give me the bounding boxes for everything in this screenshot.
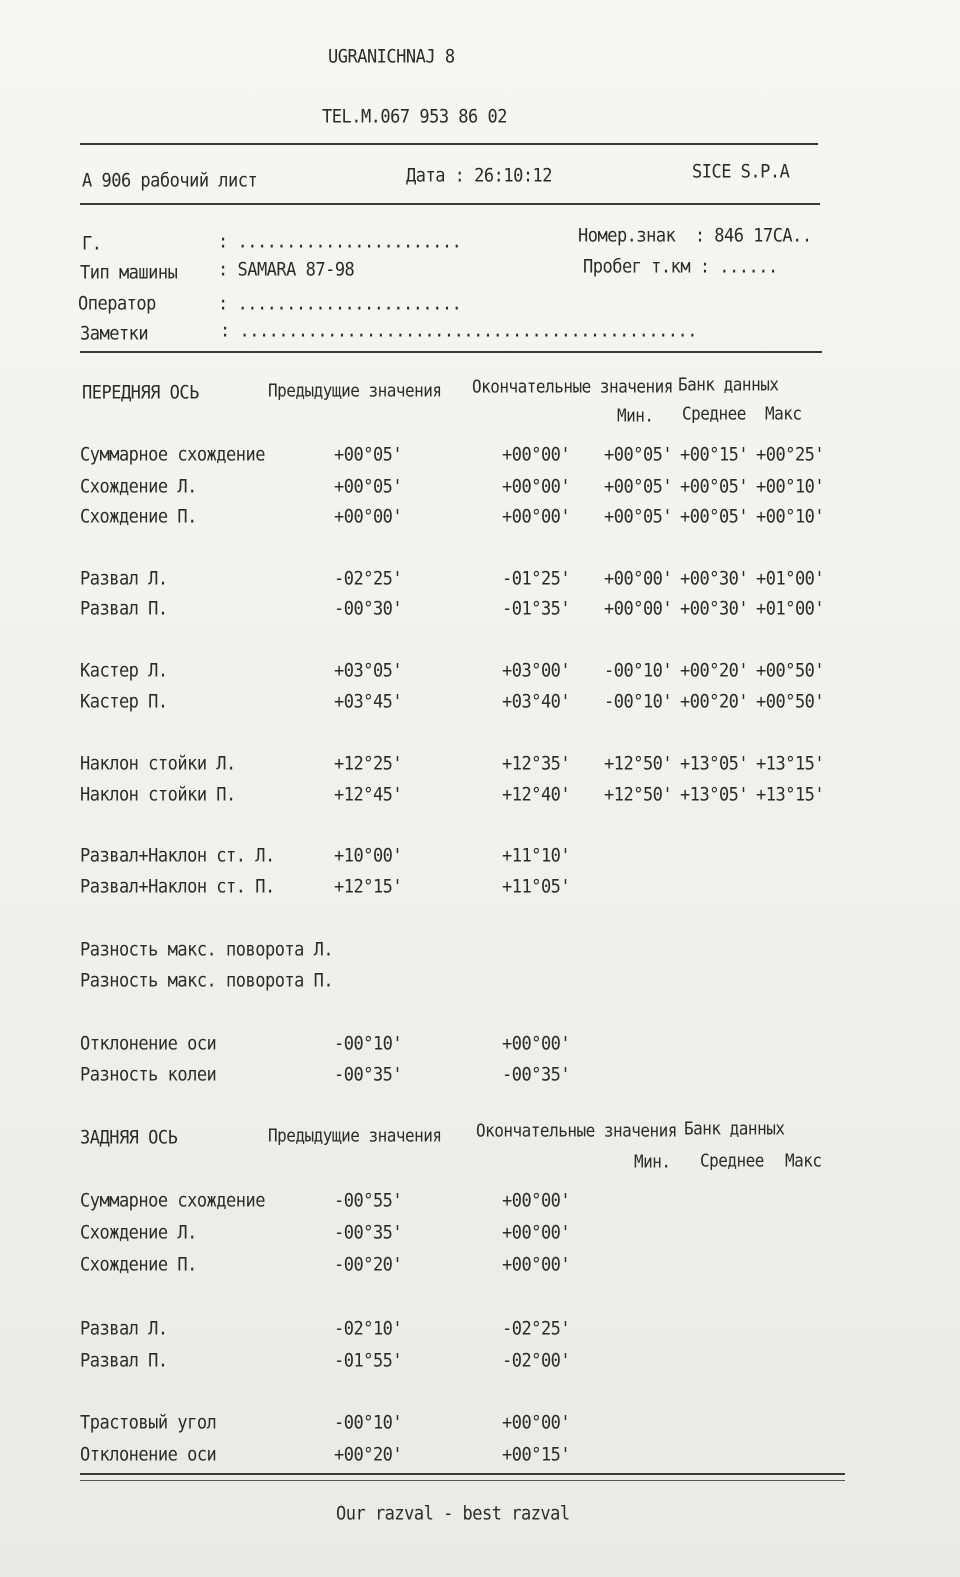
final-value: -00°35' bbox=[502, 1064, 571, 1086]
final-value: +00°00' bbox=[502, 476, 571, 498]
front-col-max: Макс bbox=[765, 403, 802, 424]
car-type-label: Тип машины bbox=[80, 262, 178, 284]
row-label: Развал П. bbox=[80, 598, 168, 620]
min-value: +00°05' bbox=[604, 476, 673, 498]
final-value: +03°00' bbox=[502, 660, 571, 682]
row-label: Наклон стойки Л. bbox=[80, 753, 236, 775]
row-label: Кастер Л. bbox=[80, 660, 168, 682]
average-value: +13°05' bbox=[680, 753, 749, 775]
average-value: +00°30' bbox=[680, 598, 749, 620]
rear-col-prev: Предыдущие значения bbox=[268, 1125, 442, 1146]
g-value: : ....................... bbox=[218, 231, 462, 253]
divider bbox=[80, 1473, 845, 1475]
min-value: +00°00' bbox=[604, 568, 673, 590]
front-col-final: Окончательные значения bbox=[472, 376, 673, 397]
divider bbox=[80, 1480, 845, 1481]
g-label: Г. bbox=[82, 233, 102, 255]
row-label: Схождение П. bbox=[80, 1254, 197, 1276]
min-value: +00°00' bbox=[604, 598, 673, 620]
max-value: +01°00' bbox=[756, 598, 825, 620]
max-value: +13°15' bbox=[756, 753, 825, 775]
row-label: Схождение П. bbox=[80, 506, 197, 528]
row-label: Развал+Наклон ст. Л. bbox=[80, 845, 275, 867]
date-text: Дата : 26:10:12 bbox=[406, 165, 553, 187]
row-label: Схождение Л. bbox=[80, 476, 197, 498]
average-value: +00°30' bbox=[680, 568, 749, 590]
final-value: +00°00' bbox=[502, 506, 571, 528]
min-value: +00°05' bbox=[604, 506, 673, 528]
row-label: Отклонение оси bbox=[80, 1033, 217, 1055]
phone-line: TEL.M.067 953 86 02 bbox=[322, 106, 507, 128]
final-value: +00°00' bbox=[502, 1033, 571, 1055]
previous-value: -00°35' bbox=[334, 1222, 403, 1244]
row-label: Наклон стойки П. bbox=[80, 784, 236, 806]
row-label: Отклонение оси bbox=[80, 1444, 217, 1466]
max-value: +00°25' bbox=[756, 444, 825, 466]
mileage-text: Пробег т.км : ...... bbox=[583, 256, 778, 278]
row-label: Развал Л. bbox=[80, 568, 168, 590]
final-value: +12°35' bbox=[502, 753, 571, 775]
final-value: +00°00' bbox=[502, 1190, 571, 1212]
final-value: -01°25' bbox=[502, 568, 571, 590]
previous-value: -00°10' bbox=[334, 1412, 403, 1434]
max-value: +00°50' bbox=[756, 660, 825, 682]
operator-value: : ....................... bbox=[218, 293, 462, 315]
previous-value: -00°10' bbox=[334, 1033, 403, 1055]
final-value: +00°15' bbox=[502, 1444, 571, 1466]
average-value: +00°05' bbox=[680, 476, 749, 498]
divider bbox=[80, 143, 818, 145]
final-value: +03°40' bbox=[502, 691, 571, 713]
final-value: +00°00' bbox=[502, 1222, 571, 1244]
rear-col-final: Окончательные значения bbox=[476, 1120, 677, 1141]
plate-text: Номер.знак : 846 17CA.. bbox=[578, 225, 812, 247]
previous-value: -00°35' bbox=[334, 1064, 403, 1086]
previous-value: -00°55' bbox=[334, 1190, 403, 1212]
final-value: -02°25' bbox=[502, 1318, 571, 1340]
average-value: +00°20' bbox=[680, 691, 749, 713]
previous-value: -01°55' bbox=[334, 1350, 403, 1372]
final-value: +00°00' bbox=[502, 444, 571, 466]
car-type-value: : SAMARA 87-98 bbox=[218, 259, 355, 281]
min-value: +12°50' bbox=[604, 784, 673, 806]
operator-label: Оператор bbox=[78, 293, 156, 315]
previous-value: +00°05' bbox=[334, 476, 403, 498]
previous-value: -00°20' bbox=[334, 1254, 403, 1276]
row-label: Разность макс. поворота Л. bbox=[80, 939, 334, 961]
final-value: +00°00' bbox=[502, 1412, 571, 1434]
max-value: +00°50' bbox=[756, 691, 825, 713]
vendor-text: SICE S.P.A bbox=[692, 161, 790, 183]
previous-value: +03°05' bbox=[334, 660, 403, 682]
notes-value: : ............................................... bbox=[220, 320, 698, 342]
average-value: +13°05' bbox=[680, 784, 749, 806]
previous-value: -00°30' bbox=[334, 598, 403, 620]
divider bbox=[80, 351, 822, 353]
row-label: Разность макс. поворота П. bbox=[80, 970, 334, 992]
previous-value: +00°00' bbox=[334, 506, 403, 528]
row-label: Кастер П. bbox=[80, 691, 168, 713]
previous-value: -02°10' bbox=[334, 1318, 403, 1340]
previous-value: +03°45' bbox=[334, 691, 403, 713]
rear-col-bank: Банк данных bbox=[684, 1118, 785, 1139]
min-value: +00°05' bbox=[604, 444, 673, 466]
front-col-prev: Предыдущие значения bbox=[268, 380, 442, 401]
average-value: +00°05' bbox=[680, 506, 749, 528]
front-axle-title: ПЕРЕДНЯЯ ОСЬ bbox=[82, 382, 199, 404]
front-col-bank: Банк данных bbox=[678, 374, 779, 395]
row-label: Трастовый угол bbox=[80, 1412, 217, 1434]
min-value: -00°10' bbox=[604, 660, 673, 682]
final-value: +00°00' bbox=[502, 1254, 571, 1276]
row-label: Суммарное схождение bbox=[80, 444, 265, 466]
min-value: -00°10' bbox=[604, 691, 673, 713]
rear-axle-title: ЗАДНЯЯ ОСЬ bbox=[80, 1127, 178, 1149]
previous-value: -02°25' bbox=[334, 568, 403, 590]
worksheet-title: A 906 рабочий лист bbox=[82, 170, 258, 192]
row-label: Разность колеи bbox=[80, 1064, 217, 1086]
average-value: +00°15' bbox=[680, 444, 749, 466]
rear-col-avg: Среднее bbox=[700, 1150, 764, 1171]
row-label: Развал Л. bbox=[80, 1318, 168, 1340]
final-value: +12°40' bbox=[502, 784, 571, 806]
previous-value: +10°00' bbox=[334, 845, 403, 867]
average-value: +00°20' bbox=[680, 660, 749, 682]
rear-col-min: Мин. bbox=[634, 1151, 671, 1172]
rear-col-max: Макс bbox=[785, 1150, 822, 1171]
previous-value: +12°25' bbox=[334, 753, 403, 775]
final-value: +11°05' bbox=[502, 876, 571, 898]
max-value: +13°15' bbox=[756, 784, 825, 806]
previous-value: +12°45' bbox=[334, 784, 403, 806]
divider bbox=[80, 203, 820, 205]
address-line: UGRANICHNAJ 8 bbox=[328, 46, 455, 68]
min-value: +12°50' bbox=[604, 753, 673, 775]
final-value: +11°10' bbox=[502, 845, 571, 867]
previous-value: +00°05' bbox=[334, 444, 403, 466]
footer-slogan: Our razval - best razval bbox=[336, 1503, 570, 1525]
max-value: +00°10' bbox=[756, 506, 825, 528]
front-col-min: Мин. bbox=[617, 405, 654, 426]
previous-value: +12°15' bbox=[334, 876, 403, 898]
row-label: Развал П. bbox=[80, 1350, 168, 1372]
max-value: +00°10' bbox=[756, 476, 825, 498]
row-label: Развал+Наклон ст. П. bbox=[80, 876, 275, 898]
row-label: Суммарное схождение bbox=[80, 1190, 265, 1212]
max-value: +01°00' bbox=[756, 568, 825, 590]
final-value: -01°35' bbox=[502, 598, 571, 620]
previous-value: +00°20' bbox=[334, 1444, 403, 1466]
row-label: Схождение Л. bbox=[80, 1222, 197, 1244]
notes-label: Заметки bbox=[80, 323, 149, 345]
final-value: -02°00' bbox=[502, 1350, 571, 1372]
front-col-avg: Среднее bbox=[682, 403, 746, 424]
